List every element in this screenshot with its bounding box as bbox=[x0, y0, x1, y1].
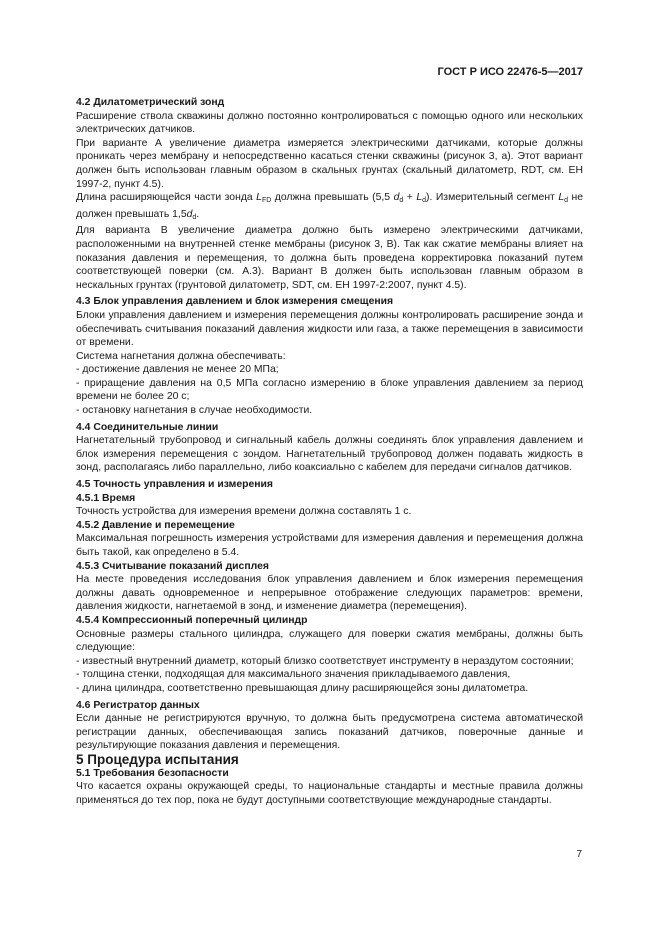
standard-header: ГОСТ Р ИСО 22476-5—2017 bbox=[437, 66, 583, 78]
section-4-4-heading: 4.4 Соединительные линии bbox=[76, 421, 219, 433]
paragraph-probe-length bbox=[76, 191, 583, 224]
subscript: d bbox=[399, 197, 404, 205]
page-content bbox=[76, 96, 583, 807]
section-4-5-heading: 4.5 Точность управления и измерения bbox=[76, 479, 273, 491]
section-4-2-heading: 4.2 Дилатометрический зонд bbox=[76, 97, 225, 108]
subsection-4-5-2-heading: 4.5.2 Давление и перемещение bbox=[76, 519, 235, 531]
paragraph: Что касается охраны окружающей среды, то национальные стандарты и местные правила должны применяться до тех пор, пока не будут доступными соответствующие международные стандарты. bbox=[76, 781, 583, 806]
section-5-heading: 5 Процедура испытания bbox=[76, 751, 239, 767]
subsection-4-5-4-heading: 4.5.4 Компрессионный поперечный цилиндр bbox=[76, 614, 308, 626]
paragraph: Нагнетательный трубопровод и сигнальный кабель должны соединять блок управления давлением и блок измерения перемещения с зондом. Нагнетательный трубопровод должен подавать жидкость в зонд, располагаясь либо параллельно, либо коаксиально с кабелем для передачи сигналов датчиков. bbox=[76, 435, 583, 474]
subscript: d bbox=[192, 213, 197, 221]
text-run: ). Измерительный сегмент bbox=[426, 192, 559, 204]
symbol-L: L bbox=[558, 192, 565, 204]
paragraph: Система нагнетания должна обеспечивать: bbox=[76, 350, 286, 362]
subsection-5-1-heading: 5.1 Требования безопасности bbox=[76, 767, 229, 779]
subscript: FD bbox=[261, 197, 272, 205]
page-number: 7 bbox=[576, 849, 582, 860]
subscript: d bbox=[422, 197, 426, 205]
text-run: Длина расширяющейся части зонда bbox=[76, 192, 257, 204]
symbol-L: L bbox=[256, 192, 262, 204]
subscript: d bbox=[564, 197, 568, 205]
text-run: должна превышать (5,5 bbox=[271, 192, 394, 204]
subsection-4-5-3-heading: 4.5.3 Считывание показаний дисплея bbox=[76, 560, 269, 572]
list-item: - толщина стенки, подходящая для максимального значения прикладываемого давления, bbox=[76, 669, 511, 681]
list-item: - известный внутренний диаметр, который близко соответствует инструменту в нераздутом состоянии; bbox=[76, 655, 574, 667]
list-item: - длина цилиндра, соответственно превышающая длину расширяющейся зоны дилатометра. bbox=[76, 682, 529, 694]
paragraph: Точность устройства для измерения времени должна составлять 1 с. bbox=[76, 506, 412, 518]
section-4-6-heading: 4.6 Регистратор данных bbox=[76, 699, 200, 711]
symbol-d: d bbox=[393, 192, 400, 204]
paragraph: Для варианта В увеличение диаметра должно быть измерено электрическими датчиками, расположенными на внутренней стенке мембраны (рисунок 3, B). Так как сжатие мембраны влияет на показания давления и перемещения, то должна быть проведена корректировка показаний путем соответствующей поверки (см. А.3). Вариант В должен быть использован главным образом в нескальных грунтах (грунтовой дилатометр, SDT, см. ЕН 1997-2:2007, пункт 4.5). bbox=[76, 225, 583, 291]
paragraph: При варианте А увеличение диаметра измеряется электрическими датчиками, которые должны проникать через мембрану и непосредственно касаться стенки скважины (рисунок 3, a). Этот вариант должен быть использован главным образом в скальных грунтах (скальный дилатометр, RDT, см. ЕН 1997-2, пункт 4.5). bbox=[76, 137, 583, 190]
symbol-d: d bbox=[186, 208, 193, 220]
paragraph: Расширение ствола скважины должно постоянно контролироваться с помощью одного или нескольких электрических датчиков. bbox=[76, 110, 583, 136]
text-run: не должен превышать 1,5 bbox=[76, 192, 584, 220]
text-run: + bbox=[403, 192, 417, 204]
paragraph: На месте проведения исследования блок управления давлением и блок измерения перемещения должны давать одновременное и непрерывное отображение следующих параметров: времени, давления жидкости, нагнетаемой в зонд, и изменение диаметра (перемещения). bbox=[76, 574, 583, 613]
symbol-L: L bbox=[416, 192, 423, 204]
paragraph: Блоки управления давлением и измерения перемещения должны контролировать расширение зонда и обеспечивать считывания показаний давления жидкости или газа, а также перемещения в зависимости от времени. bbox=[76, 309, 583, 349]
list-item: - остановку нагнетания в случае необходимости. bbox=[76, 405, 313, 417]
text-run: . bbox=[196, 208, 200, 220]
paragraph: Основные размеры стального цилиндра, служащего для поверки сжатия мембраны, должны быть следующие: bbox=[76, 628, 583, 654]
section-4-3-heading: 4.3 Блок управления давлением и блок измерения смещения bbox=[76, 296, 394, 308]
paragraph: Если данные не регистрируются вручную, то должна быть предусмотрена система автоматической регистрации данных, обеспечивающая запись показаний датчиков, поверочные данные и результирующие показания давления и перемещения. bbox=[76, 713, 583, 752]
list-item: - достижение давления не менее 20 МПа; bbox=[76, 364, 279, 376]
paragraph: Максимальная погрешность измерения устройствами для измерения давления и перемещения должна быть такой, как определено в 5.4. bbox=[76, 533, 583, 558]
subsection-4-5-1-heading: 4.5.1 Время bbox=[76, 492, 136, 504]
list-item: - приращение давления на 0,5 МПа согласно измерению в блоке управления давлением за период времени не более 20 с; bbox=[76, 377, 583, 403]
